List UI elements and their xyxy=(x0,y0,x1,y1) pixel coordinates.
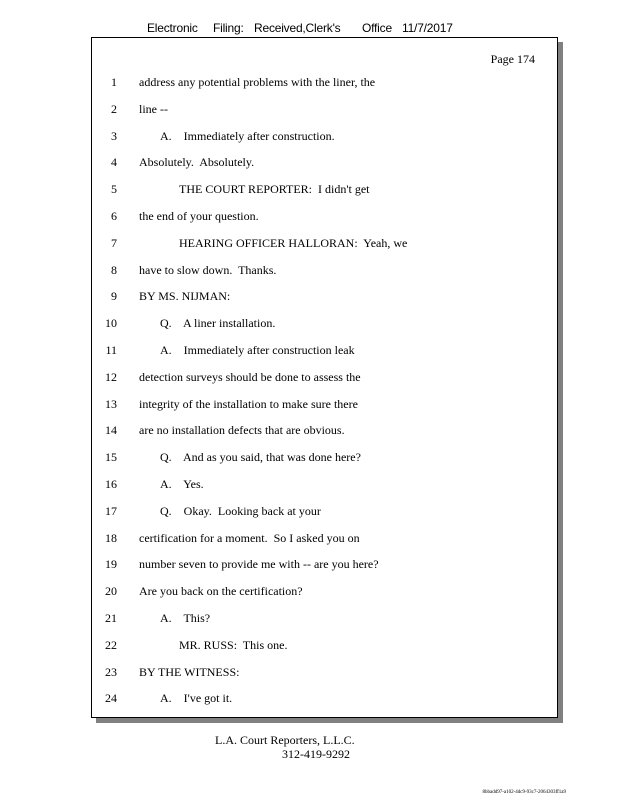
transcript-line xyxy=(92,289,557,307)
transcript-line xyxy=(92,236,557,254)
transcript-line xyxy=(92,316,557,334)
line-text: address any potential problems with the liner, the xyxy=(139,75,376,89)
line-number: 13 xyxy=(105,396,117,411)
line-number: 8 xyxy=(111,262,117,277)
line-number: 24 xyxy=(105,691,117,706)
line-text: HEARING OFFICER HALLORAN: Yeah, we xyxy=(179,235,408,250)
line-text: A. Yes. xyxy=(160,477,204,491)
line-text: A. Immediately after construction leak xyxy=(160,343,355,357)
transcript-line xyxy=(92,638,557,656)
line-number: 15 xyxy=(105,450,117,465)
line-text: certification for a moment. So I asked you on xyxy=(139,530,360,545)
line-number: 19 xyxy=(105,557,117,572)
filing-office: Office xyxy=(362,21,392,35)
transcript-line xyxy=(92,129,557,147)
line-text: A. This? xyxy=(160,611,211,625)
line-text: A. Immediately after construction. xyxy=(160,128,335,143)
line-number: 14 xyxy=(105,423,117,438)
line-text: number seven to provide me with -- are you here? xyxy=(139,557,379,572)
transcript-line xyxy=(92,531,557,549)
transcript-line xyxy=(92,209,557,227)
line-text: are no installation defects that are obvious. xyxy=(139,423,345,438)
transcript-line xyxy=(92,263,557,281)
transcript-line xyxy=(92,182,557,200)
transcript-line xyxy=(92,343,557,361)
filing-received: Received,Clerk's xyxy=(254,21,341,35)
transcript-line xyxy=(92,477,557,495)
line-text: Q. Okay. Looking back at your xyxy=(160,503,321,518)
line-text: have to slow down. Thanks. xyxy=(139,262,277,277)
line-text: the end of your question. xyxy=(139,209,259,223)
line-number: 2 xyxy=(111,101,117,116)
line-text: BY THE WITNESS: xyxy=(139,664,240,679)
line-text: Q. And as you said, that was done here? xyxy=(160,450,361,465)
line-text: Absolutely. Absolutely. xyxy=(139,155,255,170)
transcript-line xyxy=(92,370,557,388)
document-hash: 8bbadd97-a102-4dc9-93c7-2064303ff1a9 xyxy=(482,790,566,795)
line-number: 12 xyxy=(105,369,117,384)
transcript-line xyxy=(92,102,557,120)
line-text: A. I've got it. xyxy=(160,691,233,706)
line-number: 6 xyxy=(111,209,117,223)
transcript-line xyxy=(92,423,557,441)
line-number: 18 xyxy=(105,530,117,545)
line-number: 17 xyxy=(105,503,117,518)
transcript-line xyxy=(92,155,557,173)
transcript-line xyxy=(92,75,557,93)
transcript-line xyxy=(92,450,557,468)
line-text: MR. RUSS: This one. xyxy=(179,637,288,652)
transcript-line xyxy=(92,611,557,629)
line-text: Q. A liner installation. xyxy=(160,316,276,331)
line-text: detection surveys should be done to assess the xyxy=(139,369,361,384)
line-number: 5 xyxy=(111,182,117,197)
transcript-line xyxy=(92,691,557,709)
line-number: 11 xyxy=(105,343,117,357)
transcript-line xyxy=(92,504,557,522)
line-number: 4 xyxy=(111,155,117,170)
line-text: BY MS. NIJMAN: xyxy=(139,289,231,304)
line-number: 7 xyxy=(111,235,117,250)
line-text: Are you back on the certification? xyxy=(139,584,303,599)
filing-label: Filing: xyxy=(213,21,244,35)
filing-date: 11/7/2017 xyxy=(402,21,453,35)
line-text: line -- xyxy=(139,101,168,116)
transcript-page xyxy=(91,37,558,718)
line-number: 1 xyxy=(111,75,117,89)
line-number: 16 xyxy=(105,477,117,491)
line-text: integrity of the installation to make sure there xyxy=(139,396,358,411)
line-text: THE COURT REPORTER: I didn't get xyxy=(179,182,370,197)
line-number: 3 xyxy=(111,128,117,143)
line-number: 9 xyxy=(111,289,117,304)
transcript-line xyxy=(92,557,557,575)
line-number: 22 xyxy=(105,637,117,652)
footer-company: L.A. Court Reporters, L.L.C. xyxy=(215,733,355,747)
transcript-line xyxy=(92,584,557,602)
footer-phone: 312-419-9292 xyxy=(282,747,350,761)
transcript-line xyxy=(92,665,557,683)
page-number: Page 174 xyxy=(490,52,535,66)
line-number: 20 xyxy=(105,584,117,599)
filing-electronic: Electronic xyxy=(147,21,198,35)
line-number: 10 xyxy=(105,316,117,331)
line-number: 21 xyxy=(105,611,117,625)
transcript-line xyxy=(92,397,557,415)
line-number: 23 xyxy=(105,664,117,679)
